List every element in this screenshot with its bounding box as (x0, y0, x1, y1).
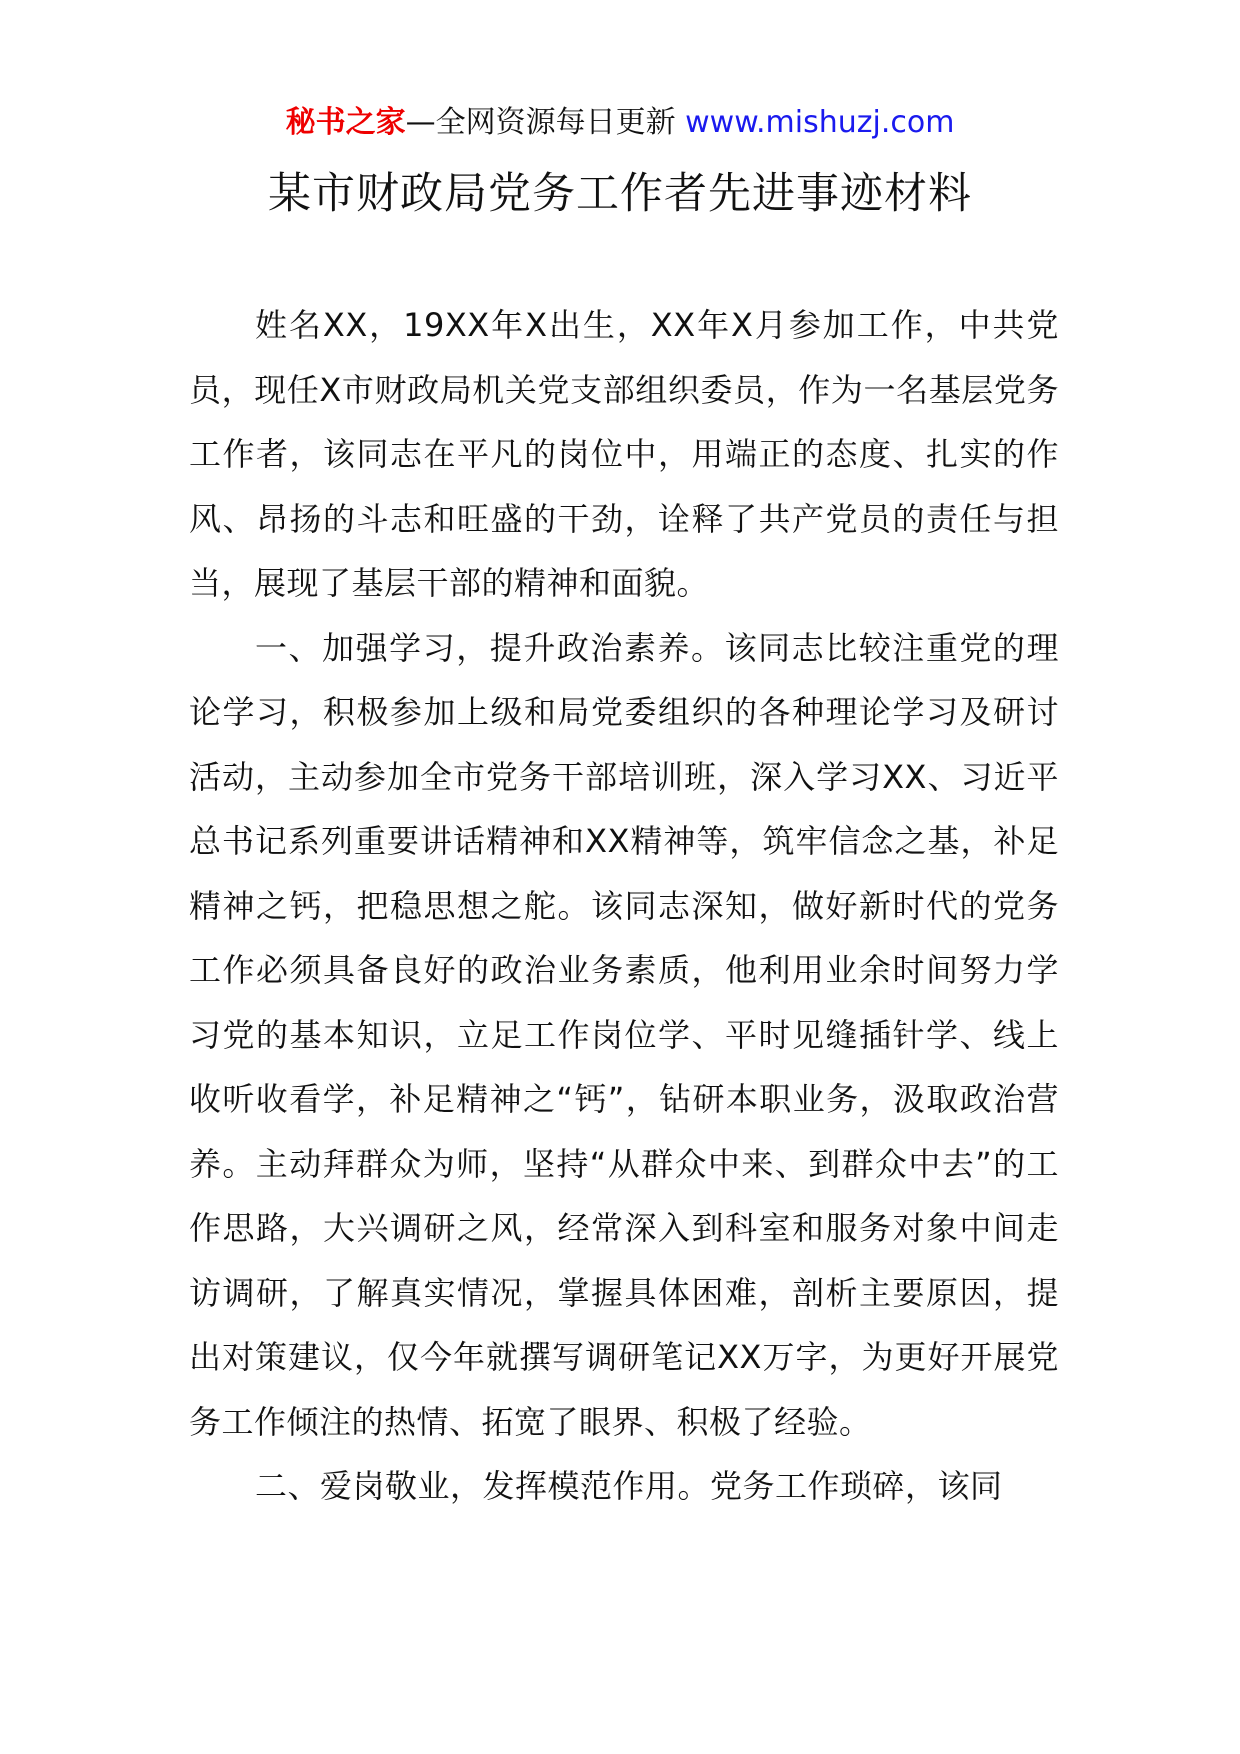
paragraph-section-1 (189, 616, 1059, 1455)
paragraph-intro (189, 293, 1059, 616)
site-name: 秘书之家 (285, 105, 406, 140)
section-2-text: 党务工作琐碎，该同 (710, 1467, 1003, 1505)
document-title: 某市财政局党务工作者先进事迹材料 (268, 169, 972, 219)
paragraph-intro-text: 姓名XX，19XX年X出生，XX年X月参加工作，中共党员，现任X市财政局机关党支部组织委员，作为一名基层党务工作者，该同志在平凡的岗位中，用端正的态度、扎实的作风、昂扬的斗志和旺盛的干劲，诠释了共产党员的责任与担当，展现了基层干部的精神和面貌。 (189, 306, 1059, 602)
site-banner (0, 103, 1240, 143)
section-1-text: 该同志比较注重党的理论学习，积极参加上级和局党委组织的各种理论学习及研讨活动，主动参加全市党务干部培训班，深入学习XX、习近平总书记系列重要讲话精神和XX精神等，筑牢信念之基，补足精神之钙，把稳思想之舵。该同志深知，做好新时代的党务工作必须具备良好的政治业务素质，他利用业余时间努力学习党的基本知识，立足工作岗位学、平时见缝插针学、线上收听收看学，补足精神之“钙”，钻研本职业务，汲取政治营养。主动拜群众为师，坚持“从群众中来、到群众中去”的工作思路，大兴调研之风，经常深入到科室和服务对象中间走访调研，了解真实情况，掌握具体困难，剖析主要原因，提出对策建议，仅今年就撰写调研笔记XX万字，为更好开展党务工作倾注的热情、拓宽了眼界、积极了经验。 (189, 628, 1059, 1441)
site-url-link[interactable]: www.mishuzj.com (685, 105, 955, 140)
paragraph-section-2 (189, 1454, 1059, 1519)
section-1-heading: 一、加强学习，提升政治素养。 (255, 628, 725, 667)
site-tagline: —全网资源每日更新 (405, 105, 676, 140)
document-body (189, 293, 1059, 1519)
section-2-heading: 二、爱岗敬业，发挥模范作用。 (255, 1467, 711, 1505)
